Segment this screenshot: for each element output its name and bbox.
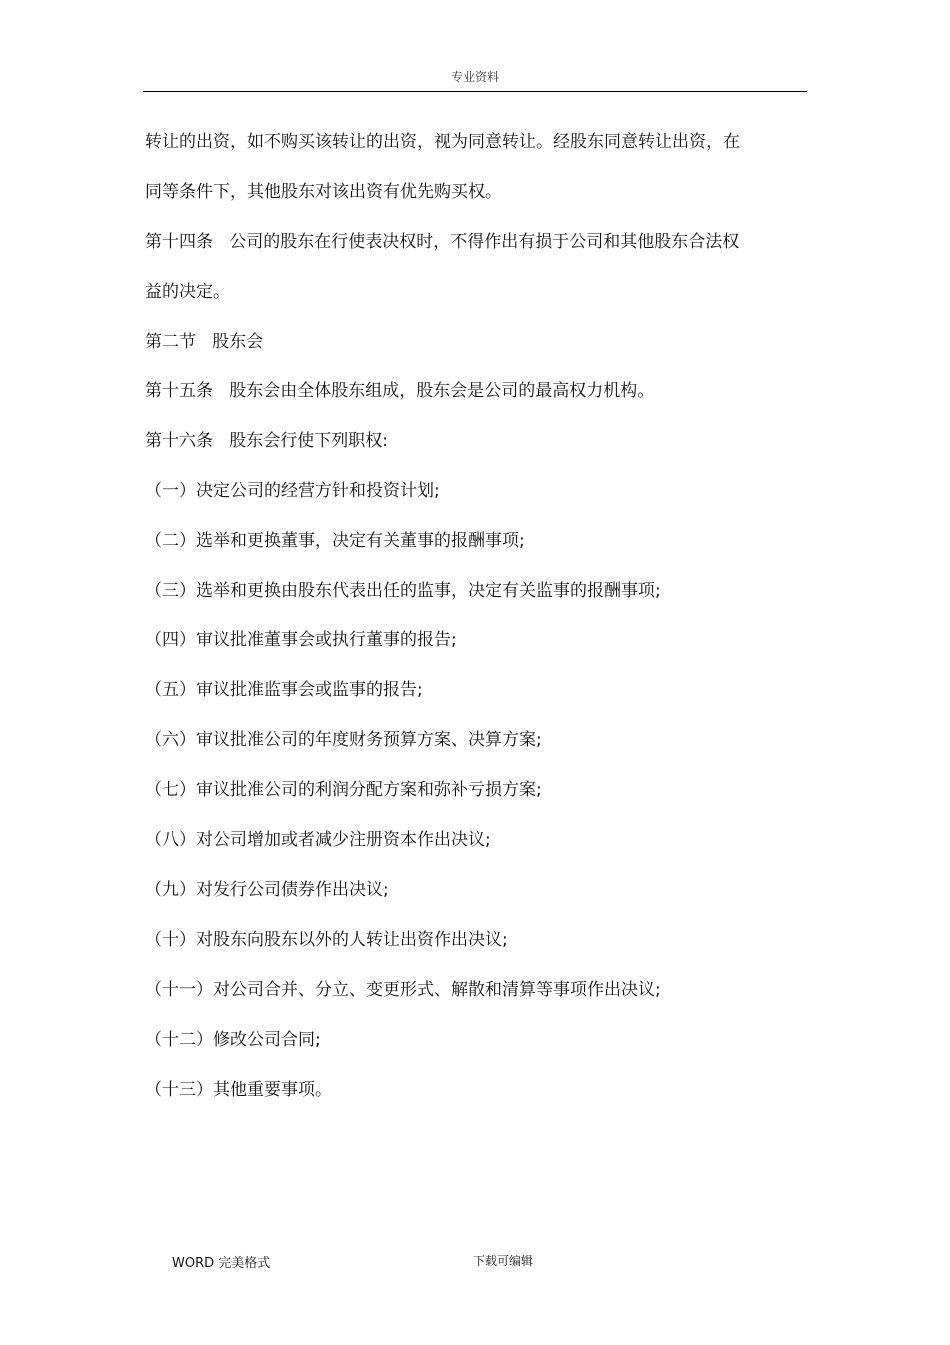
list-item: （三）选举和更换由股东代表出任的监事，决定有关监事的报酬事项; (145, 581, 661, 601)
text-line: 益的决定。 (145, 282, 230, 302)
text-line: 同等条件下，其他股东对该出资有优先购买权。 (145, 182, 502, 202)
section-2-heading: 第二节 股东会 (145, 332, 264, 352)
article-15-heading: 第十五条 股东会由全体股东组成，股东会是公司的最高权力机构。 (145, 381, 655, 401)
list-item: （二）选举和更换董事，决定有关董事的报酬事项; (145, 531, 525, 551)
list-item: （十一）对公司合并、分立、变更形式、解散和清算等事项作出决议; (145, 980, 661, 1000)
list-item: （四）审议批准董事会或执行董事的报告; (145, 630, 457, 650)
list-item: （一）决定公司的经营方针和投资计划; (145, 481, 440, 501)
text-line: 转让的出资，如不购买该转让的出资，视为同意转让。经股东同意转让出资，在 (145, 132, 740, 152)
list-item: （六）审议批准公司的年度财务预算方案、决算方案; (145, 730, 542, 750)
header-divider (143, 91, 807, 92)
list-item: （七）审议批准公司的利润分配方案和弥补亏损方案; (145, 780, 542, 800)
list-item: （十）对股东向股东以外的人转让出资作出决议; (145, 930, 508, 950)
list-item: （八）对公司增加或者减少注册资本作出决议; (145, 830, 491, 850)
page-header: 专业资料 (450, 70, 499, 84)
article-14-heading: 第十四条 公司的股东在行使表决权时，不得作出有损于公司和其他股东合法权 (145, 232, 740, 252)
article-16-heading: 第十六条 股东会行使下列职权: (145, 431, 388, 451)
list-item: （五）审议批准监事会或监事的报告; (145, 680, 423, 700)
list-item: （十二）修改公司合同; (145, 1030, 321, 1050)
footer-left-label: WORD 完美格式 (172, 1256, 271, 1271)
footer-right-label: 下载可编辑 (473, 1254, 534, 1268)
list-item: （九）对发行公司债券作出决议; (145, 880, 389, 900)
list-item: （十三）其他重要事项。 (145, 1080, 332, 1100)
